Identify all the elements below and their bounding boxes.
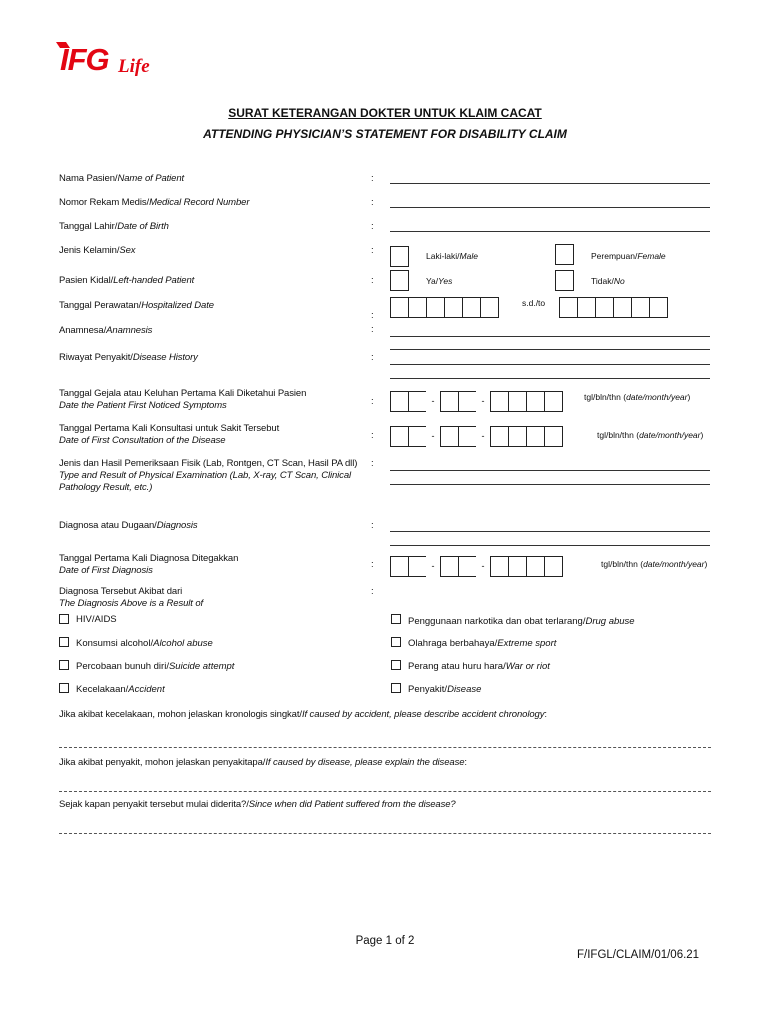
- patient-name-field[interactable]: [390, 183, 710, 184]
- disease-since-question: Sejak kapan penyakit tersebut mulai diderita?/Since when did Patient suffered from the disease?: [59, 799, 456, 810]
- alcohol-checkbox[interactable]: [59, 637, 69, 647]
- male-checkbox[interactable]: [390, 246, 409, 267]
- dob-label: Tanggal Lahir/Date of Birth: [59, 221, 169, 232]
- colon: :: [371, 430, 374, 441]
- disease-label: Penyakit/Disease: [408, 684, 482, 695]
- female-label: Perempuan/Female: [591, 251, 666, 261]
- suicide-checkbox[interactable]: [59, 660, 69, 670]
- disease-since-line[interactable]: [59, 833, 711, 834]
- date-format-hint: tgl/bln/thn (date/month/year): [597, 430, 704, 440]
- symptoms-date-boxes[interactable]: - -: [390, 391, 562, 412]
- female-checkbox[interactable]: [555, 244, 574, 265]
- diagnosis-line-2[interactable]: [390, 545, 710, 546]
- disease-checkbox[interactable]: [391, 683, 401, 693]
- colon: :: [371, 559, 374, 570]
- colon: :: [371, 173, 374, 184]
- page-number: Page 1 of 2: [355, 935, 415, 947]
- history-line-2[interactable]: [390, 378, 710, 379]
- accident-chronology-question: Jika akibat kecelakaan, mohon jelaskan kronologis singkat/If caused by accident, please describe accident chronology:: [59, 709, 547, 720]
- hospitalized-from-date-boxes[interactable]: [390, 297, 498, 318]
- war-label: Perang atau huru hara/War or riot: [408, 661, 550, 672]
- colon: :: [371, 324, 374, 335]
- accident-label: Kecelakaan/Accident: [76, 684, 165, 695]
- symptoms-date-label: Tanggal Gejala atau Keluhan Pertama Kali Diketahui Pasien Date the Patient First Noticed Symptoms: [59, 388, 307, 411]
- disease-explain-question: Jika akibat penyakit, mohon jelaskan penyakitapa/If caused by disease, please explain the disease:: [59, 757, 467, 768]
- colon: :: [371, 352, 374, 363]
- diagnosis-date-boxes[interactable]: - -: [390, 556, 562, 577]
- accident-chronology-line[interactable]: [59, 747, 711, 748]
- accident-checkbox[interactable]: [59, 683, 69, 693]
- colon: :: [371, 586, 374, 597]
- logo-sub-text: Life: [118, 56, 150, 77]
- hospitalized-date-label: Tanggal Perawatan/Hospitalized Date: [59, 300, 214, 311]
- disease-history-label: Riwayat Penyakit/Disease History: [59, 352, 198, 363]
- title-english: ATTENDING PHYSICIAN’S STATEMENT FOR DISABILITY CLAIM: [203, 127, 567, 141]
- consultation-date-boxes[interactable]: - -: [390, 426, 562, 447]
- left-handed-no-checkbox[interactable]: [555, 270, 574, 291]
- dob-field[interactable]: [390, 231, 710, 232]
- hiv-label: HIV/AIDS: [76, 614, 117, 625]
- colon: :: [371, 520, 374, 531]
- disease-explain-line[interactable]: [59, 791, 711, 792]
- examination-line-2[interactable]: [390, 484, 710, 485]
- title-indonesian: SURAT KETERANGAN DOKTER UNTUK KLAIM CACAT: [228, 106, 542, 120]
- cause-label: Diagnosa Tersebut Akibat dari The Diagnosis Above is a Result of: [59, 586, 204, 609]
- date-format-hint: tgl/bln/thn (date/month/year): [601, 559, 708, 569]
- left-handed-yes-checkbox[interactable]: [390, 270, 409, 291]
- until-label: s.d./to: [522, 298, 546, 308]
- suicide-label: Percobaan bunuh diri/Suicide attempt: [76, 661, 235, 672]
- anamnesis-line-1[interactable]: [390, 336, 710, 337]
- form-code: F/IFGL/CLAIM/01/06.21: [577, 949, 700, 961]
- patient-name-label: Nama Pasien/Name of Patient: [59, 173, 185, 184]
- anamnesis-label: Anamnesa/Anamnesis: [59, 325, 153, 336]
- left-handed-label: Pasien Kidal/Left-handed Patient: [59, 275, 195, 286]
- diagnosis-date-label: Tanggal Pertama Kali Diagnosa Ditegakkan Date of First Diagnosis: [59, 553, 239, 576]
- examination-line-1[interactable]: [390, 470, 710, 471]
- sex-label: Jenis Kelamin/Sex: [59, 245, 136, 256]
- colon: :: [371, 310, 374, 321]
- colon: :: [371, 458, 374, 469]
- diagnosis-label: Diagnosa atau Dugaan/Diagnosis: [59, 520, 198, 531]
- colon: :: [371, 221, 374, 232]
- hiv-checkbox[interactable]: [59, 614, 69, 624]
- diagnosis-line-1[interactable]: [390, 531, 710, 532]
- war-checkbox[interactable]: [391, 660, 401, 670]
- drug-abuse-label: Penggunaan narkotika dan obat terlarang/Drug abuse: [408, 616, 635, 627]
- no-label: Tidak/No: [591, 276, 625, 286]
- consultation-date-label: Tanggal Pertama Kali Konsultasi untuk Sakit Tersebut Date of First Consultation of the Disease: [59, 423, 280, 446]
- colon: :: [371, 396, 374, 407]
- medical-record-field[interactable]: [390, 207, 710, 208]
- colon: :: [371, 197, 374, 208]
- history-line-1[interactable]: [390, 364, 710, 365]
- alcohol-label: Konsumsi alcohol/Alcohol abuse: [76, 638, 213, 649]
- anamnesis-line-2[interactable]: [390, 349, 710, 350]
- logo-text: IFG: [60, 42, 109, 77]
- male-label: Laki-laki/Male: [426, 251, 478, 261]
- date-format-hint: tgl/bln/thn (date/month/year): [584, 392, 691, 402]
- extreme-sport-checkbox[interactable]: [391, 637, 401, 647]
- company-logo: [54, 38, 174, 86]
- colon: :: [371, 245, 374, 256]
- extreme-sport-label: Olahraga berbahaya/Extreme sport: [408, 638, 557, 649]
- drug-abuse-checkbox[interactable]: [391, 614, 401, 624]
- medical-record-label: Nomor Rekam Medis/Medical Record Number: [59, 197, 250, 208]
- colon: :: [371, 275, 374, 286]
- hospitalized-to-date-boxes[interactable]: [559, 297, 667, 318]
- yes-label: Ya/Yes: [426, 276, 453, 286]
- examination-label: Jenis dan Hasil Pemeriksaan Fisik (Lab, Rontgen, CT Scan, Hasil PA dll) Type and Result of Physical Examination (Lab, X-ray, CT Scan, Clinical Pathology Result, etc.): [59, 458, 358, 493]
